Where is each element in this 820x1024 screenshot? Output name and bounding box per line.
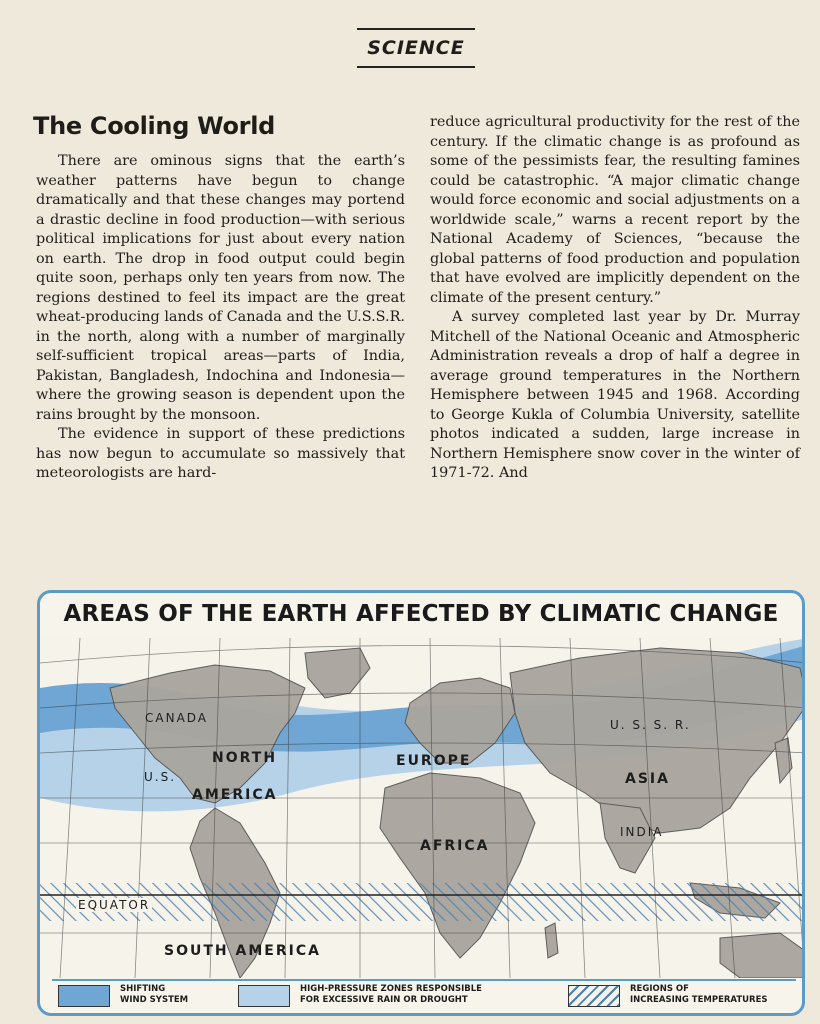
legend-item-wind: [58, 983, 248, 1013]
map-label-india: INDIA: [620, 825, 664, 839]
legend-label: HIGH-PRESSURE ZONES RESPONSIBLE: [300, 984, 482, 994]
legend-label: WIND SYSTEM: [120, 995, 189, 1005]
section-header: SCIENCE: [357, 28, 475, 68]
map-label-canada: CANADA: [145, 711, 209, 725]
map-label-south-america: SOUTH AMERICA: [164, 943, 321, 959]
map-label-europe: EUROPE: [396, 753, 472, 769]
legend-swatch: [58, 985, 110, 1007]
legend-item-high-pressure: [238, 983, 538, 1013]
legend-label: FOR EXCESSIVE RAIN OR DROUGHT: [300, 995, 468, 1005]
legend-swatch: [238, 985, 290, 1007]
paragraph: A survey completed last year by Dr. Murray Mitchell of the National Oceanic and Atmospheric Administration reveals a drop of half a degree in average ground temperatures in the Northern Hemisphere between 1945 and 1968. According to George Kukla of Columbia University, satellite photos indicated a sudden, large increase in Northern Hemisphere snow cover in the winter of 1971-72. And: [430, 309, 800, 481]
legend-item-temperature: [568, 983, 798, 1013]
increasing-temperature-band: [40, 883, 805, 921]
map-label-equator: EQUATOR: [78, 898, 151, 912]
map-label-america: AMERICA: [192, 787, 278, 803]
article-column-1: [36, 152, 405, 484]
paragraph: The evidence in support of these predictions has now begun to accumulate so massively that meteorologists are hard-: [36, 426, 405, 481]
map-label-ussr: U. S. S. R.: [610, 718, 691, 732]
map-label-africa: AFRICA: [420, 838, 490, 854]
map-label-north: NORTH: [212, 750, 278, 766]
article-title: The Cooling World: [33, 112, 276, 140]
paragraph: There are ominous signs that the earth’s weather patterns have begun to change dramatically and that these changes may portend a drastic decline in food production—with serious political implications for just about every nation on earth. The drop in food output could begin quite soon, perhaps only ten years from now. The regions destined to feel its impact are the great wheat-producing lands of Canada and the U.S.S.R. in the north, along with a number of marginally self-sufficient tropical areas—parts of India, Pakistan, Bangladesh, Indochina and Indonesia—where the growing season is dependent upon the rains brought by the monsoon.: [36, 153, 405, 423]
legend-swatch: [568, 985, 620, 1007]
legend-label: INCREASING TEMPERATURES: [630, 995, 768, 1005]
paragraph: reduce agricultural productivity for the rest of the century. If the climatic change is as profound as some of the pessimists fear, the resulting famines could be catastrophic. “A major climatic change would force economic and social adjustments on a worldwide scale,” warns a recent report by the National Academy of Sciences, “because the global patterns of food production and population that have evolved are implicitly dependent on the climate of the present century.”: [430, 114, 800, 306]
legend-label: SHIFTING: [120, 984, 166, 994]
map-title: AREAS OF THE EARTH AFFECTED BY CLIMATIC CHANGE: [63, 601, 779, 627]
climate-map-figure: [37, 590, 805, 1016]
map-label-asia: ASIA: [625, 771, 670, 787]
legend-label: REGIONS OF: [630, 984, 689, 994]
map-label-us: U.S.: [144, 770, 177, 784]
article-column-2: [430, 113, 800, 484]
world-map: [40, 593, 805, 1016]
